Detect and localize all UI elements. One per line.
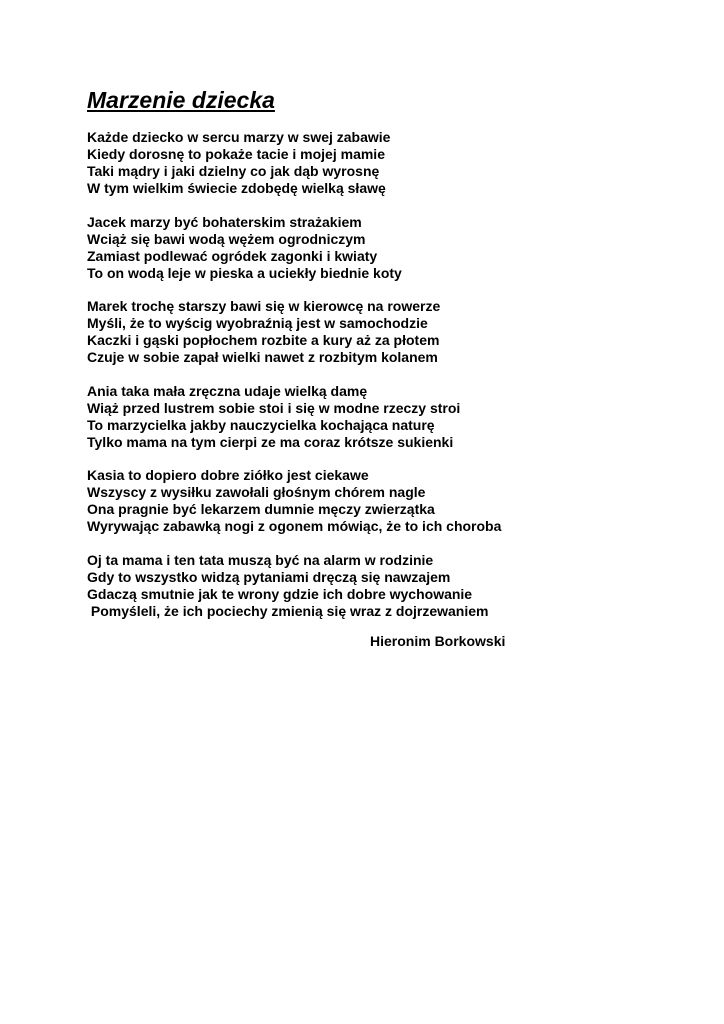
poem-line: Ona pragnie być lekarzem dumnie męczy zwierzątka bbox=[87, 501, 435, 517]
poem-line: Wciąż się bawi wodą wężem ogrodniczym bbox=[87, 230, 366, 247]
poem-title: Marzenie dziecka bbox=[87, 87, 275, 113]
poem-line: To on wodą leje w pieska a uciekły biednie koty bbox=[87, 264, 402, 281]
poem-line: Wyrywając zabawką nogi z ogonem mówiąc, że to ich choroba bbox=[87, 518, 502, 534]
poem-line: Każde dziecko w sercu marzy w swej zabawie bbox=[87, 129, 391, 145]
poem-line: Pomyśleli, że ich pociechy zmienią się wraz z dojrzewaniem bbox=[87, 602, 489, 619]
poem-line: Czuje w sobie zapał wielki nawet z rozbitym kolanem bbox=[87, 349, 438, 365]
poem-line: Kiedy dorosnę to pokaże tacie i mojej mamie bbox=[87, 146, 385, 162]
poem-line: Wiąż przed lustrem sobie stoi i się w modne rzeczy stroi bbox=[87, 399, 461, 416]
poem-body bbox=[87, 129, 687, 636]
poem-line: Myśli, że to wyścig wyobraźnią jest w samochodzie bbox=[87, 315, 428, 331]
poem-line: To marzycielka jakby nauczycielka kochająca naturę bbox=[87, 416, 435, 433]
stanza bbox=[87, 552, 687, 620]
stanza bbox=[87, 298, 687, 366]
poem-author: Hieronim Borkowski bbox=[370, 633, 506, 649]
poem-line: Taki mądry i jaki dzielny co jak dąb wyrosnę bbox=[87, 163, 380, 179]
poem-line: Wszyscy z wysiłku zawołali głośnym chórem nagle bbox=[87, 484, 426, 500]
poem-line: Gdy to wszystko widzą pytaniami dręczą się nawzajem bbox=[87, 568, 451, 585]
poem-line: W tym wielkim świecie zdobędę wielką sławę bbox=[87, 180, 386, 196]
poem-line: Gdaczą smutnie jak te wrony gdzie ich dobre wychowanie bbox=[87, 585, 473, 602]
stanza bbox=[87, 467, 687, 535]
poem-line: Kasia to dopiero dobre ziółko jest ciekawe bbox=[87, 467, 369, 483]
poem-line: Tylko mama na tym cierpi ze ma coraz krótsze sukienki bbox=[87, 433, 454, 450]
stanza bbox=[87, 129, 687, 197]
poem-line: Ania taka mała zręczna udaje wielką damę bbox=[87, 382, 368, 399]
poem-line: Oj ta mama i ten tata muszą być na alarm w rodzinie bbox=[87, 551, 434, 568]
stanza bbox=[87, 383, 687, 451]
poem-line: Kaczki i gąski popłochem rozbite a kury aż za płotem bbox=[87, 332, 440, 348]
poem-line: Jacek marzy być bohaterskim strażakiem bbox=[87, 213, 362, 230]
poem-line: Marek trochę starszy bawi się w kierowcę na rowerze bbox=[87, 298, 441, 314]
poem-line: Zamiast podlewać ogródek zagonki i kwiaty bbox=[87, 247, 378, 264]
stanza bbox=[87, 214, 687, 282]
